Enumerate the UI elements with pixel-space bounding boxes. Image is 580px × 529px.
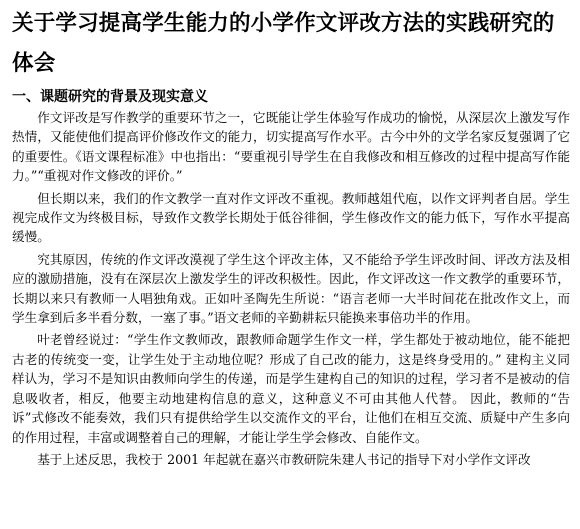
- document-title: 关于学习提高学生能力的小学作文评改方法的实践研究的体会: [12, 11, 555, 76]
- paragraph-5: 基于上述反思，我校于 2001 年起就在嘉兴市教研院朱建人书记的指导下对小学作文评改: [37, 451, 531, 467]
- paragraph-2: 但长期以来，我们的作文教学一直对作文评改不重视。教师越俎代庖，以作文评判者自居。学生视完成作文为终极目标，导致作文教学长期处于低谷徘徊，学生修改作文的能力低下，写作水平提高缓慢。: [12, 190, 570, 245]
- paragraph-4: 叶老曾经说过：“学生作文教师改，跟教师命题学生作文一样，学生都处于被动地位，能不能把古老的传统变一变，让学生处于主动地位呢？形成了自己改的能力，这是终身受用的。” 建构主义同样认为，学习不是知识由教师向学生的传递，而是学生建构自己的知识的过程，学习者不是被动的信息吸收者，相反，他要主动地建构信息的意义，这种意义不可由其他人代替。 因此，教师的“告诉”式修改不能奏效，我们只有提供给学生以交流作文的平台，让他们在相互交流、质疑中产生多向的作用过程，丰富或调整着自己的理解，才能让学生学会修改、自能作文。: [12, 332, 570, 445]
- paragraph-3: 究其原因，传统的作文评改漠视了学生这个评改主体，又不能给予学生评改时间、评改方法及相应的激励措施，没有在深层次上激发学生的评改积极性。因此，作文评改这一作文教学的重要环节，长期以来只有教师一人唱独角戏。正如叶圣陶先生所说：“语言老师一大半时间花在批改作文上，而学生拿到后多半看分数，一塞了事。”语文老师的辛勤耕耘只能换来事倍功半的作用。: [12, 251, 570, 326]
- paragraph-1: 作文评改是写作教学的重要环节之一，它既能让学生体验写作成功的愉悦，从深层次上激发写作热情，又能使他们提高评价修改作文的能力，切实提高写作水平。古今中外的文学名家反复强调了它的重要性。《语文课程标准》中也指出：“要重视引导学生在自我修改和相互修改的过程中提高写作能力。”“重视对作文修改的评价。”: [12, 110, 570, 184]
- section-heading: 一、课题研究的背景及现实意义: [12, 89, 208, 105]
